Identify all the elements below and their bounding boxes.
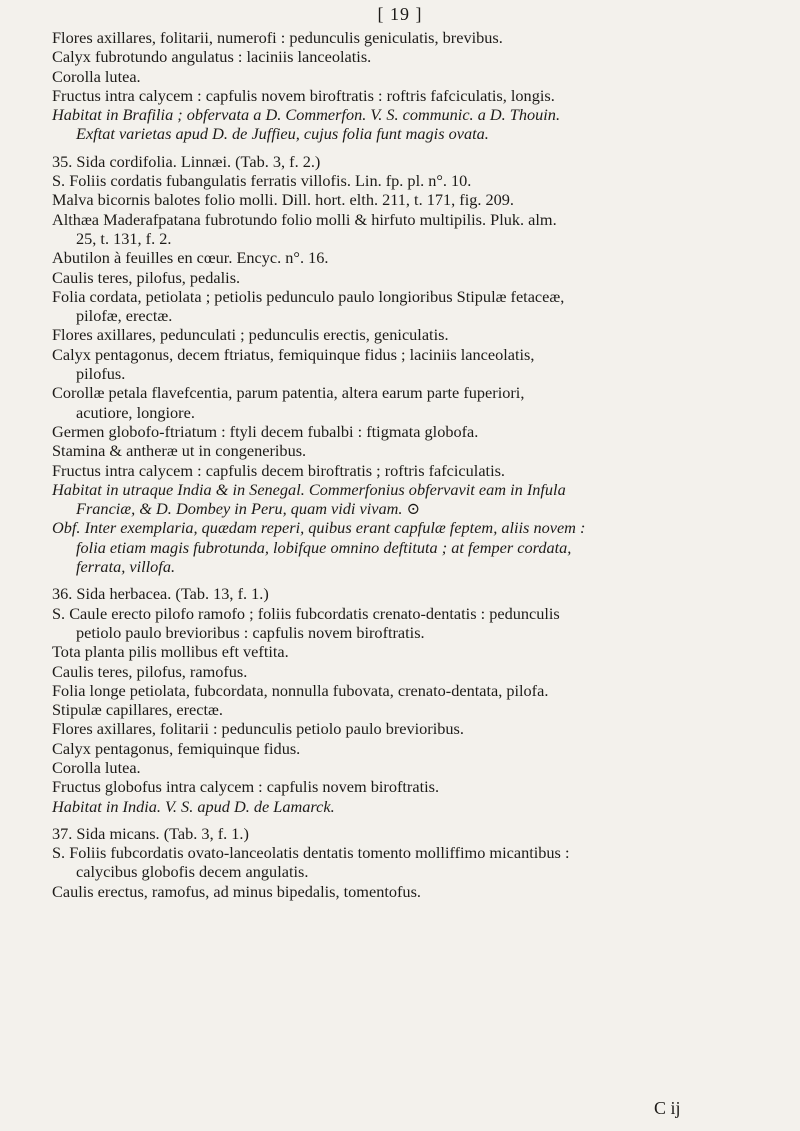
- text-line: Fructus globofus intra calycem : capfulis novem biroftratis.: [52, 777, 440, 797]
- text-line: ferrata, villofa.: [76, 557, 176, 577]
- text-line: Stipulæ capillares, erectæ.: [52, 700, 223, 720]
- text-line: Corolla lutea.: [52, 757, 141, 777]
- text-line: Habitat in utraque India & in Senegal. Commerfonius obfervavit eam in Infula: [52, 479, 566, 499]
- text-line: Flores axillares, folitarii, numerofi : pedunculis geniculatis, brevibus.: [52, 28, 503, 47]
- text-line: S. Caule erecto pilofo ramofo ; foliis fubcordatis crenato-dentatis : pedunculis: [52, 603, 560, 623]
- text-line: pilofæ, erectæ.: [76, 306, 173, 326]
- text-line: Stamina & antheræ ut in congeneribus.: [52, 441, 307, 461]
- text-line: Corollæ petala flavefcentia, parum patentia, altera earum parte fuperiori,: [52, 383, 525, 403]
- document-body: [52, 28, 782, 901]
- page-number: [ 19 ]: [377, 4, 423, 24]
- text-line: 35. Sida cordifolia. Linnæi. (Tab. 3, f. 2.): [52, 151, 321, 171]
- text-line: Franciæ, & D. Dombey in Peru, quam vidi vivam. ⊙: [76, 499, 421, 519]
- text-line: Calyx pentagonus, decem ftriatus, femiquinque fidus ; laciniis lanceolatis,: [52, 344, 535, 364]
- text-line: Folia longe petiolata, fubcordata, nonnulla fubovata, crenato-dentata, pilofa.: [52, 680, 549, 700]
- text-line: Althæa Maderafpatana fubrotundo folio molli & hirfuto multipilis. Pluk. alm.: [52, 209, 557, 229]
- text-line: pilofus.: [76, 364, 126, 384]
- text-line: Caulis teres, pilofus, pedalis.: [52, 267, 241, 287]
- text-line: Flores axillares, folitarii : pedunculis petiolo paulo brevioribus.: [52, 719, 464, 739]
- text-line: petiolo paulo brevioribus : capfulis novem biroftratis.: [76, 622, 425, 642]
- text-line: Calyx fubrotundo angulatus : laciniis lanceolatis.: [52, 47, 372, 67]
- text-line: 36. Sida herbacea. (Tab. 13, f. 1.): [52, 584, 269, 604]
- text-line: Obf. Inter exemplaria, quædam reperi, quibus erant capfulæ feptem, aliis novem :: [52, 518, 586, 538]
- text-line: Habitat in Brafilia ; obfervata a D. Commerfon. V. S. communic. a D. Thouin.: [52, 105, 561, 125]
- text-line: Exftat varietas apud D. de Juffieu, cujus folia funt magis ovata.: [76, 124, 489, 144]
- text-line: Malva bicornis balotes folio molli. Dill. hort. elth. 211, t. 171, fig. 209.: [52, 190, 515, 210]
- text-line: Fructus intra calycem : capfulis decem biroftratis ; roftris fafciculatis.: [52, 460, 505, 480]
- signature-mark: C ij: [654, 1098, 681, 1118]
- text-line: Tota planta pilis mollibus eft veftita.: [52, 642, 289, 662]
- text-line: Abutilon à feuilles en cœur. Encyc. n°. 16.: [52, 248, 329, 268]
- text-line: S. Foliis cordatis fubangulatis ferratis villofis. Lin. fp. pl. n°. 10.: [52, 171, 472, 191]
- text-line: Corolla lutea.: [52, 66, 141, 86]
- text-line: Habitat in India. V. S. apud D. de Lamarck.: [52, 796, 335, 816]
- text-line: calycibus globofis decem angulatis.: [76, 862, 309, 882]
- text-line: Flores axillares, pedunculati ; pedunculis erectis, geniculatis.: [52, 325, 449, 345]
- paragraph-gap: [52, 816, 782, 824]
- paragraph-gap: [52, 576, 782, 584]
- paragraph-gap: [52, 144, 782, 152]
- text-line: folia etiam magis fubrotunda, lobifque omnino deftituta ; at femper cordata,: [76, 537, 572, 557]
- text-line: Fructus intra calycem : capfulis novem biroftratis : roftris fafciculatis, longis.: [52, 85, 555, 105]
- text-line: 25, t. 131, f. 2.: [76, 228, 172, 248]
- text-line: Germen globofo-ftriatum : ftyli decem fubalbi : ftigmata globofa.: [52, 421, 479, 441]
- text-line: 37. Sida micans. (Tab. 3, f. 1.): [52, 823, 249, 843]
- text-line: Caulis teres, pilofus, ramofus.: [52, 661, 248, 681]
- text-line: Calyx pentagonus, femiquinque fidus.: [52, 738, 301, 758]
- text-line: acutiore, longiore.: [76, 402, 195, 422]
- text-line: S. Foliis fubcordatis ovato-lanceolatis dentatis tomento molliffimo micantibus :: [52, 843, 570, 863]
- text-line: Caulis erectus, ramofus, ad minus bipedalis, tomentofus.: [52, 881, 421, 901]
- text-line: Folia cordata, petiolata ; petiolis pedunculo paulo longioribus Stipulæ fetaceæ,: [52, 286, 565, 306]
